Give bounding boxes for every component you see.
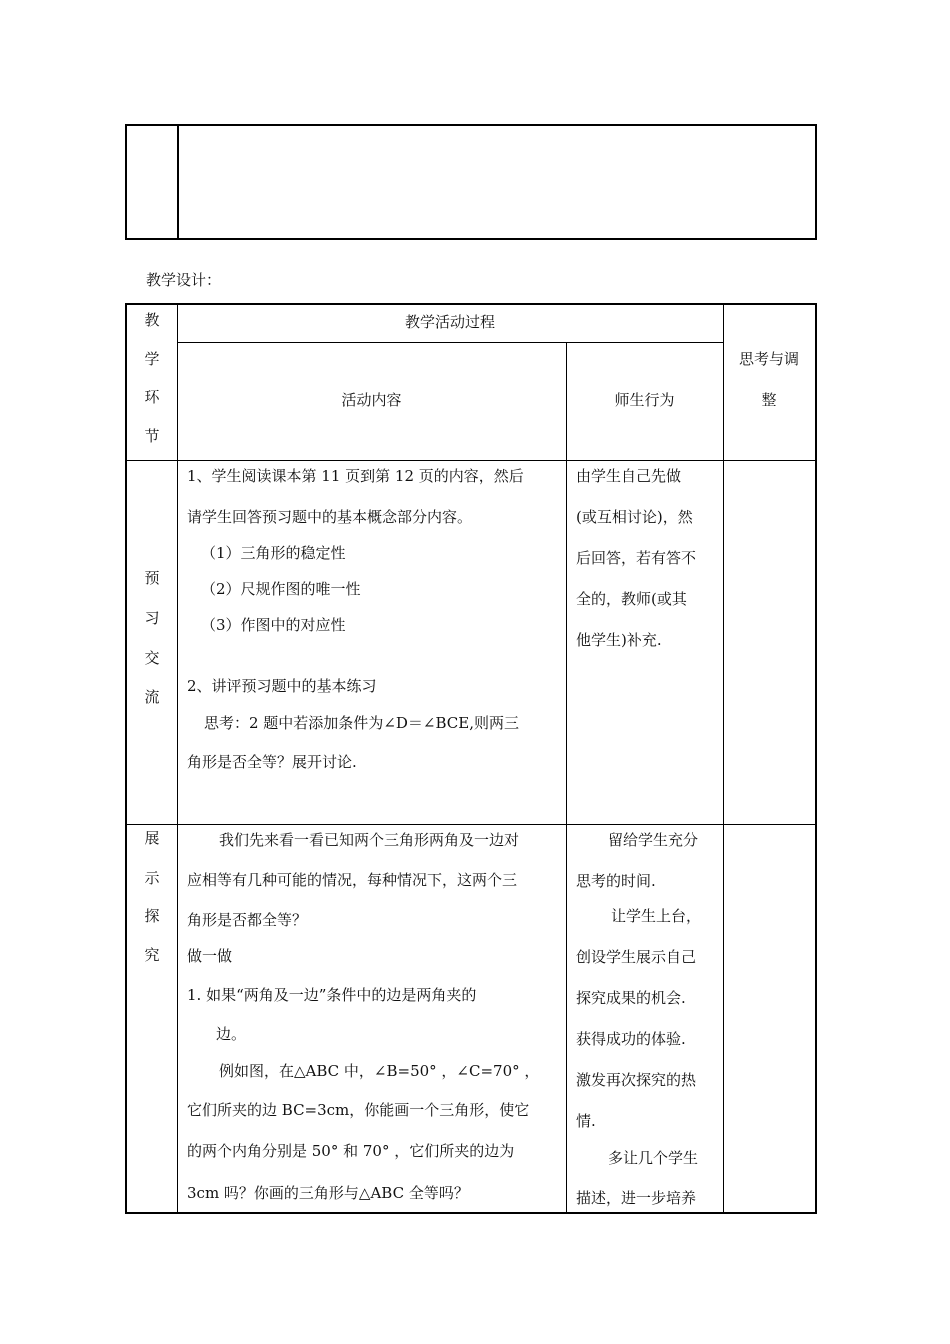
table-border <box>125 824 816 825</box>
behavior-line: 多让几个学生 <box>608 1149 699 1167</box>
behavior-line: 全的，教师(或其 <box>576 590 687 608</box>
content-line: 边。 <box>216 1025 247 1043</box>
table-border <box>125 124 817 126</box>
stage-char: 示 <box>144 869 160 887</box>
content-line: 1、学生阅读课本第 11 页到第 12 页的内容，然后 <box>187 467 524 485</box>
stage-char: 究 <box>144 946 160 964</box>
behavior-line: 他学生)补充. <box>576 631 662 649</box>
table-border <box>566 342 567 1213</box>
stage-char: 预 <box>144 569 160 587</box>
table-border <box>815 124 817 240</box>
behavior-line: 思考的时间. <box>576 872 656 890</box>
content-line: （3）作图中的对应性 <box>201 616 346 634</box>
content-line: 我们先来看一看已知两个三角形两角及一边对 <box>219 831 520 849</box>
stage-char: 探 <box>144 907 160 925</box>
content-line: 思考：2 题中若添加条件为∠D＝∠BCE,则两三 <box>204 714 519 732</box>
stage-char: 流 <box>144 688 160 706</box>
behavior-line: 由学生自己先做 <box>576 467 682 485</box>
content-line: 它们所夹的边 BC=3cm，你能画一个三角形，使它 <box>187 1101 530 1119</box>
section-label: 教学设计： <box>146 271 222 289</box>
content-line: 的两个内角分别是 50° 和 70° ，它们所夹的边为 <box>187 1142 515 1160</box>
header-behavior-title: 师生行为 <box>614 391 675 409</box>
header-process-title: 教学活动过程 <box>404 313 495 331</box>
header-content-title: 活动内容 <box>341 391 402 409</box>
content-line: 2、讲评预习题中的基本练习 <box>187 677 377 695</box>
content-line: 做一做 <box>187 947 233 965</box>
header-reflect-line: 整 <box>761 391 777 409</box>
header-char: 教 <box>144 311 160 329</box>
content-line: 请学生回答预习题中的基本概念部分内容。 <box>187 508 473 526</box>
table-border <box>125 1212 817 1214</box>
header-char: 环 <box>144 388 160 406</box>
table-border <box>177 342 724 343</box>
behavior-line: 后回答，若有答不 <box>576 549 697 567</box>
table-border <box>815 303 817 1214</box>
behavior-line: 激发再次探究的热 <box>576 1071 697 1089</box>
behavior-line: 情. <box>576 1112 596 1130</box>
table-border <box>723 303 724 1213</box>
stage-char: 交 <box>144 649 160 667</box>
content-line: 3cm 吗？你画的三角形与△ABC 全等吗？ <box>187 1184 469 1202</box>
header-char: 节 <box>144 427 160 445</box>
behavior-line: 留给学生充分 <box>608 831 699 849</box>
table-border <box>177 124 179 240</box>
content-line: 角形是否全等？展开讨论. <box>187 753 357 771</box>
table-border <box>125 460 816 461</box>
table-border <box>177 303 178 1213</box>
behavior-line: 获得成功的体验. <box>576 1030 686 1048</box>
behavior-line: 探究成果的机会. <box>576 989 686 1007</box>
stage-char: 习 <box>144 609 160 627</box>
header-char: 学 <box>144 350 160 368</box>
content-line: （2）尺规作图的唯一性 <box>201 580 361 598</box>
behavior-line: 创设学生展示自己 <box>576 948 697 966</box>
content-line: （1）三角形的稳定性 <box>201 544 346 562</box>
stage-char: 展 <box>144 829 160 847</box>
table-border <box>125 238 817 240</box>
behavior-line: 让学生上台， <box>611 907 702 925</box>
content-line: 1. 如果“两角及一边”条件中的边是两角夹的 <box>187 986 477 1004</box>
content-line: 角形是否都全等？ <box>187 911 308 929</box>
content-line: 应相等有几种可能的情况，每种情况下，这两个三 <box>187 871 518 889</box>
content-line: 例如图，在△ABC 中，∠B=50° ，∠C=70° ， <box>219 1062 540 1080</box>
behavior-line: (或互相讨论)，然 <box>576 508 693 526</box>
behavior-line: 描述，进一步培养 <box>576 1189 697 1207</box>
table-border <box>125 124 127 240</box>
header-reflect-line: 思考与调 <box>738 350 799 368</box>
table-border <box>125 303 127 1214</box>
table-border <box>125 303 817 305</box>
